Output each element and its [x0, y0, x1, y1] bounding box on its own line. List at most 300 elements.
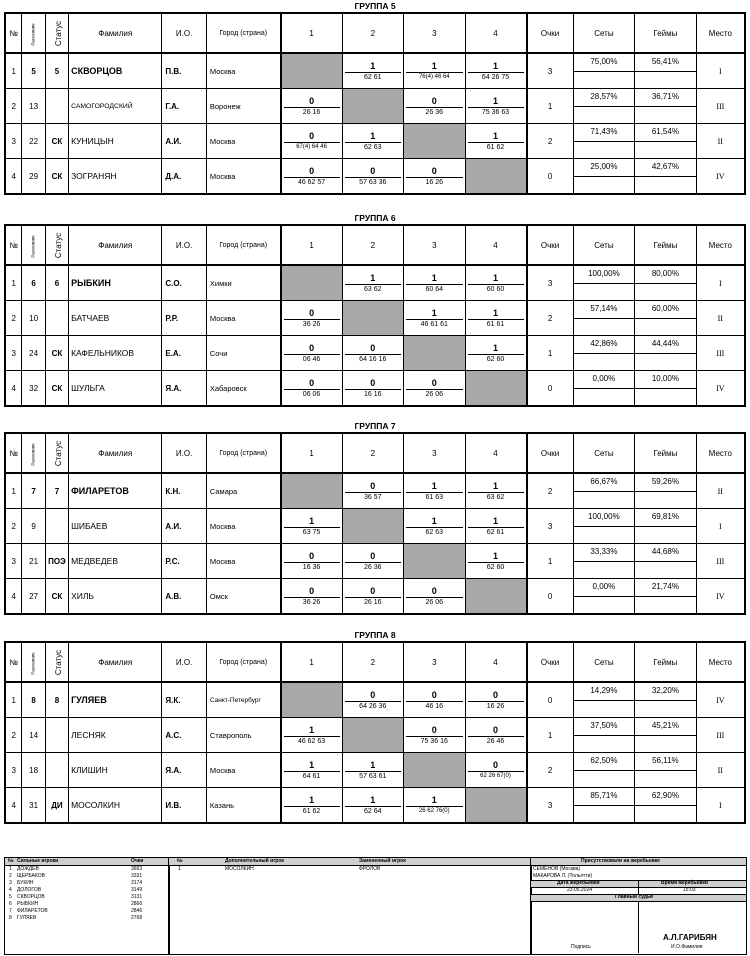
match-score: 61 63	[406, 492, 462, 501]
row-place: I	[696, 53, 745, 89]
col-4-header: 4	[465, 225, 526, 265]
row-seed: 21	[22, 544, 45, 579]
row-place: IV	[696, 159, 745, 195]
row-games-cell	[635, 53, 696, 89]
col-sets-header: Сеты	[573, 433, 634, 473]
match-result-cell	[465, 336, 526, 371]
match-score: 26 06	[406, 389, 462, 398]
table-row	[5, 753, 745, 788]
col-place-header: Место	[696, 13, 745, 53]
col-points-header: Очки	[527, 642, 574, 682]
col-2-header: 2	[342, 642, 403, 682]
match-score: 61 62	[284, 806, 340, 815]
col-4-header: 4	[465, 433, 526, 473]
row-points: 1	[527, 336, 574, 371]
row-place: II	[696, 124, 745, 159]
match-win: 1	[370, 794, 376, 805]
strong-player-num: 1	[9, 866, 12, 872]
match-result-cell	[342, 53, 403, 89]
player-initials: Е.А.	[162, 336, 207, 371]
row-games: 62,90%	[651, 791, 679, 800]
extra-num: 1	[178, 866, 181, 872]
match-score: 26 46	[468, 736, 524, 745]
match-result-cell	[465, 718, 526, 753]
row-seed: 14	[22, 718, 45, 753]
table-row	[5, 336, 745, 371]
row-points: 3	[527, 509, 574, 544]
row-games-cell	[635, 265, 696, 301]
row-points: 0	[527, 371, 574, 407]
row-sets-cell	[573, 159, 634, 195]
col-3-header: 3	[404, 225, 465, 265]
row-sets-cell	[573, 718, 634, 753]
row-games-cell	[635, 473, 696, 509]
table-row	[5, 544, 745, 579]
player-initials: П.В.	[162, 53, 207, 89]
self-match-cell	[281, 682, 342, 718]
match-result-cell	[342, 788, 403, 824]
match-win: 1	[493, 60, 499, 71]
table-row	[5, 265, 745, 301]
player-city: Москва	[206, 301, 280, 336]
row-status	[45, 718, 68, 753]
row-seed: 9	[22, 509, 45, 544]
player-initials: С.О.	[162, 265, 207, 301]
row-sets: 37,50%	[590, 721, 618, 730]
match-score: 62 60	[468, 354, 524, 363]
table-row	[5, 509, 745, 544]
match-result-cell	[342, 682, 403, 718]
self-match-cell	[404, 124, 465, 159]
group-5	[4, 0, 746, 210]
row-sets-cell	[573, 509, 634, 544]
match-win: 0	[431, 689, 437, 700]
row-num: 2	[5, 89, 22, 124]
table-row	[5, 124, 745, 159]
row-games: 61,54%	[651, 127, 679, 136]
row-place: III	[696, 89, 745, 124]
row-place: IV	[696, 682, 745, 718]
match-score: 26 06	[406, 597, 462, 606]
match-win: 1	[431, 515, 437, 526]
col-place-header: Место	[696, 433, 745, 473]
row-points: 2	[527, 301, 574, 336]
row-place: I	[696, 788, 745, 824]
table-row	[5, 301, 745, 336]
row-sets-cell	[573, 371, 634, 407]
match-result-cell	[281, 124, 342, 159]
match-score: 06 06	[284, 389, 340, 398]
row-sets: 75,00%	[590, 57, 618, 66]
row-games: 42,67%	[651, 162, 679, 171]
match-win: 1	[493, 272, 499, 283]
self-match-cell	[404, 753, 465, 788]
match-result-cell	[404, 682, 465, 718]
match-score: 62 60	[468, 562, 524, 571]
match-result-cell	[404, 579, 465, 615]
match-win: 1	[493, 550, 499, 561]
player-initials: Я.К.	[162, 682, 207, 718]
match-win: 1	[370, 60, 376, 71]
group-8	[4, 629, 746, 839]
row-sets-cell	[573, 124, 634, 159]
row-games: 36,71%	[651, 92, 679, 101]
col-surname-header: Фамилия	[69, 433, 162, 473]
row-place: III	[696, 336, 745, 371]
match-win: 1	[493, 307, 499, 318]
row-seed: 22	[22, 124, 45, 159]
col-points-header: Очки	[527, 13, 574, 53]
player-city: Москва	[206, 753, 280, 788]
player-city: Ставрополь	[206, 718, 280, 753]
match-win: 0	[370, 377, 376, 388]
row-place: IV	[696, 579, 745, 615]
row-games-cell	[635, 371, 696, 407]
group-title: ГРУППА 8	[354, 630, 396, 640]
row-games-cell	[635, 682, 696, 718]
row-games-cell	[635, 544, 696, 579]
match-win: 1	[309, 794, 315, 805]
col-surname-header: Фамилия	[69, 642, 162, 682]
row-num: 4	[5, 788, 22, 824]
strong-player-num: 7	[9, 908, 12, 914]
match-result-cell	[404, 718, 465, 753]
player-city: Казань	[206, 788, 280, 824]
row-sets: 14,29%	[590, 686, 618, 695]
match-score: 64 26 36	[345, 701, 401, 710]
row-sets: 71,43%	[590, 127, 618, 136]
col-num-header: №	[5, 433, 22, 473]
match-score: 26 36	[345, 562, 401, 571]
match-win: 1	[493, 515, 499, 526]
match-result-cell	[281, 336, 342, 371]
strong-num-header: №	[8, 858, 14, 864]
match-win: 0	[493, 724, 499, 735]
match-score: 64 61	[284, 771, 340, 780]
match-score: 64 16 16	[345, 354, 401, 363]
match-result-cell	[281, 301, 342, 336]
row-status: ПОЭ	[45, 544, 68, 579]
row-games: 56,41%	[651, 57, 679, 66]
player-city: Воронеж	[206, 89, 280, 124]
table-header-row	[5, 225, 745, 265]
match-score: 16 36	[284, 562, 340, 571]
row-seed: 6	[22, 265, 45, 301]
row-status	[45, 753, 68, 788]
match-win: 1	[431, 307, 437, 318]
row-seed: 27	[22, 579, 45, 615]
table-row	[5, 579, 745, 615]
match-result-cell	[404, 509, 465, 544]
match-score: 46 61 61	[406, 319, 462, 328]
match-score: 61 62	[468, 142, 524, 151]
match-win: 1	[309, 759, 315, 770]
player-initials: Р.С.	[162, 544, 207, 579]
col-seed-header: Рассеяние	[22, 13, 45, 53]
match-result-cell	[342, 124, 403, 159]
draw-date: 23.05.2024	[567, 887, 593, 893]
match-result-cell	[404, 788, 465, 824]
present-header: Присутствовали на жеребьевке	[581, 858, 660, 864]
row-num: 3	[5, 753, 22, 788]
match-result-cell	[465, 682, 526, 718]
col-points-header: Очки	[527, 433, 574, 473]
group-6	[4, 212, 746, 422]
replaced-player-name: ФРОЛОВ	[359, 866, 381, 872]
row-status: СК	[45, 124, 68, 159]
match-score: 62 64	[345, 806, 401, 815]
match-win: 0	[309, 585, 315, 596]
signature-label: Подпись	[571, 944, 591, 950]
col-2-header: 2	[342, 225, 403, 265]
row-num: 1	[5, 53, 22, 89]
row-num: 3	[5, 544, 22, 579]
match-win: 0	[431, 377, 437, 388]
player-initials: А.И.	[162, 509, 207, 544]
col-num-header: №	[5, 13, 22, 53]
row-sets-cell	[573, 544, 634, 579]
match-result-cell	[281, 718, 342, 753]
group-table	[4, 12, 746, 195]
player-city: Москва	[206, 544, 280, 579]
col-city-header: Город (страна)	[206, 433, 280, 473]
player-city: Омск	[206, 579, 280, 615]
player-initials: Г.А.	[162, 89, 207, 124]
row-status	[45, 509, 68, 544]
match-win: 1	[309, 724, 315, 735]
player-initials: А.И.	[162, 124, 207, 159]
match-score: 36 26	[284, 597, 340, 606]
match-score: 06 46	[284, 354, 340, 363]
row-games: 59,26%	[651, 477, 679, 486]
col-1-header: 1	[281, 13, 342, 53]
table-row	[5, 53, 745, 89]
match-win: 0	[493, 760, 499, 770]
row-place: IV	[696, 371, 745, 407]
player-surname: МОСОЛКИН	[69, 788, 162, 824]
match-result-cell	[404, 371, 465, 407]
row-place: I	[696, 265, 745, 301]
match-win: 0	[431, 724, 437, 735]
strong-player-points: 3149	[131, 887, 143, 893]
group-table	[4, 224, 746, 407]
row-seed: 31	[22, 788, 45, 824]
match-win: 0	[431, 95, 437, 106]
row-games-cell	[635, 124, 696, 159]
col-3-header: 3	[404, 13, 465, 53]
col-sets-header: Сеты	[573, 225, 634, 265]
row-status: СК	[45, 336, 68, 371]
row-status: 7	[45, 473, 68, 509]
row-games-cell	[635, 788, 696, 824]
strong-player-name: БУКИН	[17, 880, 34, 886]
col-io-header: И.О.	[162, 642, 207, 682]
col-sets-header: Сеты	[573, 642, 634, 682]
match-win: 0	[309, 131, 315, 141]
row-sets: 0,00%	[592, 374, 616, 383]
row-sets: 66,67%	[590, 477, 618, 486]
match-win: 1	[493, 480, 499, 491]
strong-player-name: СКВОРЦОВ	[17, 894, 45, 900]
col-seed-header: Рассеяние	[22, 225, 45, 265]
player-surname: СКВОРЦОВ	[69, 53, 162, 89]
match-result-cell	[281, 89, 342, 124]
player-initials: Я.А.	[162, 371, 207, 407]
row-sets: 62,50%	[590, 756, 618, 765]
match-score: 67(4) 64 46	[284, 142, 340, 150]
row-num: 3	[5, 124, 22, 159]
match-score: 62 63	[406, 527, 462, 536]
row-points: 3	[527, 788, 574, 824]
match-win: 0	[370, 480, 376, 491]
row-num: 1	[5, 473, 22, 509]
row-num: 4	[5, 371, 22, 407]
row-sets-cell	[573, 753, 634, 788]
row-place: I	[696, 509, 745, 544]
strong-player-num: 8	[9, 915, 12, 921]
strong-player-num: 6	[9, 901, 12, 907]
match-score: 63 62	[345, 284, 401, 293]
extra-player-name: МОСОЛКИН	[225, 866, 254, 872]
strong-player-num: 4	[9, 887, 12, 893]
col-num-header: №	[5, 225, 22, 265]
col-2-header: 2	[342, 13, 403, 53]
row-seed: 18	[22, 753, 45, 788]
match-win: 0	[370, 550, 376, 561]
col-points-header: Очки	[527, 225, 574, 265]
strong-player-num: 5	[9, 894, 12, 900]
table-row	[5, 89, 745, 124]
col-num-header: №	[5, 642, 22, 682]
row-sets: 100,00%	[588, 269, 620, 278]
table-header-row	[5, 13, 745, 53]
match-result-cell	[465, 544, 526, 579]
match-result-cell	[404, 53, 465, 89]
col-status-header: Статус	[45, 225, 68, 265]
replaced-player-header: Замененный игрок	[359, 858, 406, 864]
row-status: ДИ	[45, 788, 68, 824]
col-2-header: 2	[342, 433, 403, 473]
table-row	[5, 718, 745, 753]
player-city: Москва	[206, 509, 280, 544]
row-status: СК	[45, 579, 68, 615]
match-result-cell	[404, 301, 465, 336]
match-result-cell	[342, 336, 403, 371]
self-match-cell	[281, 473, 342, 509]
table-row	[5, 371, 745, 407]
row-sets-cell	[573, 89, 634, 124]
row-num: 3	[5, 336, 22, 371]
match-score: 75 36 63	[468, 107, 524, 116]
player-surname: ЛЕСНЯК	[69, 718, 162, 753]
col-status-header: Статус	[45, 642, 68, 682]
row-sets: 42,86%	[590, 339, 618, 348]
match-result-cell	[465, 301, 526, 336]
row-num: 1	[5, 265, 22, 301]
self-match-cell	[342, 718, 403, 753]
match-win: 1	[431, 480, 437, 491]
col-seed-header: Рассеяние	[22, 642, 45, 682]
row-points: 2	[527, 753, 574, 788]
strong-player-name: ГУЛЯЕВ	[17, 915, 37, 921]
match-score: 62 63	[345, 142, 401, 151]
match-result-cell	[281, 579, 342, 615]
strong-player-points: 2866	[131, 901, 143, 907]
match-result-cell	[281, 159, 342, 195]
row-sets-cell	[573, 301, 634, 336]
player-surname: РЫБКИН	[69, 265, 162, 301]
self-match-cell	[342, 509, 403, 544]
match-score: 26 16	[284, 107, 340, 116]
draw-time-header: Время жеребьевки	[661, 880, 709, 886]
self-match-cell	[465, 579, 526, 615]
row-place: II	[696, 301, 745, 336]
row-status: 6	[45, 265, 68, 301]
strong-player-points: 2846	[131, 908, 143, 914]
group-title: ГРУППА 6	[354, 213, 396, 223]
row-seed: 5	[22, 53, 45, 89]
player-city: Санкт-Петербург	[206, 682, 280, 718]
match-result-cell	[465, 473, 526, 509]
strong-player-points: 3131	[131, 894, 143, 900]
row-status: СК	[45, 159, 68, 195]
match-win: 0	[431, 165, 437, 176]
match-score: 75 36 16	[406, 736, 462, 745]
player-surname: САМОГОРОДСКИЙ	[69, 89, 162, 124]
row-points: 0	[527, 159, 574, 195]
match-win: 1	[309, 515, 315, 526]
row-sets-cell	[573, 53, 634, 89]
col-surname-header: Фамилия	[69, 13, 162, 53]
group-7	[4, 420, 746, 630]
row-sets: 28,57%	[590, 92, 618, 101]
match-result-cell	[281, 544, 342, 579]
match-result-cell	[465, 124, 526, 159]
strong-player-points: 2768	[131, 915, 143, 921]
row-status: 5	[45, 53, 68, 89]
col-seed-header: Рассеяние	[22, 433, 45, 473]
match-win: 1	[493, 95, 499, 106]
match-score: 36 26	[284, 319, 340, 328]
row-place: II	[696, 473, 745, 509]
row-games-cell	[635, 509, 696, 544]
row-games-cell	[635, 579, 696, 615]
row-num: 1	[5, 682, 22, 718]
row-sets: 33,33%	[590, 547, 618, 556]
match-result-cell	[342, 159, 403, 195]
match-win: 1	[431, 61, 437, 71]
draw-time: 15:03	[683, 887, 696, 893]
row-num: 2	[5, 301, 22, 336]
row-games-cell	[635, 159, 696, 195]
match-score: 26 62 76(0)	[406, 806, 462, 814]
match-result-cell	[465, 753, 526, 788]
player-surname: ЗОГРАНЯН	[69, 159, 162, 195]
present-person-1: СЕМЕНОВ (Москва)	[533, 866, 581, 872]
group-title: ГРУППА 7	[354, 421, 396, 431]
self-match-cell	[404, 544, 465, 579]
match-result-cell	[342, 753, 403, 788]
player-city: Москва	[206, 124, 280, 159]
row-sets: 0,00%	[592, 582, 616, 591]
player-surname: ГУЛЯЕВ	[69, 682, 162, 718]
chief-judge-name: А.Л.ГАРИБЯН	[663, 933, 717, 942]
table-header-row	[5, 433, 745, 473]
row-seed: 7	[22, 473, 45, 509]
col-games-header: Геймы	[635, 642, 696, 682]
footer	[4, 857, 746, 953]
row-num: 4	[5, 579, 22, 615]
